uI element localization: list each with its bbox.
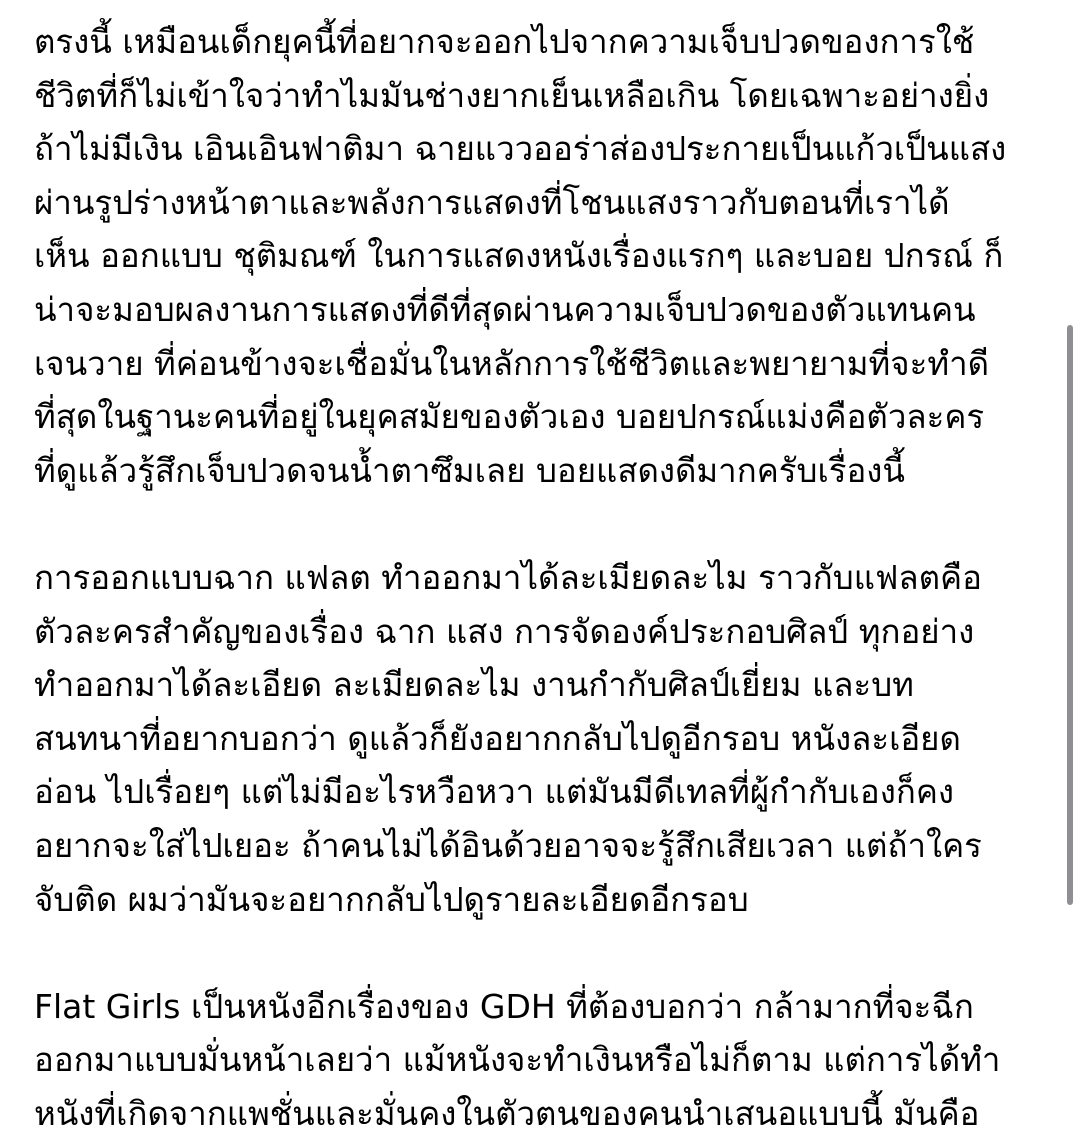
text-line: เห็น ออกแบบ ชุติมณฑ์ ในการแสดงหนังเรื่องแรกๆ และบอย ปกรณ์ ก็ bbox=[34, 236, 1004, 276]
text-line: ออกมาแบบมั่นหน้าเลยว่า แม้หนังจะทำเงินหรือไม่ก็ตาม แต่การได้ทำ bbox=[34, 1040, 1001, 1080]
paragraph-3 bbox=[34, 980, 1054, 1140]
text-line: ที่ดูแล้วรู้สึกเจ็บปวดจนน้ำตาซึมเลย บอยแสดงดีมากครับเรื่องนี้ bbox=[34, 450, 905, 490]
text-line: อยากจะใส่ไปเยอะ ถ้าคนไม่ได้อินด้วยอาจจะรู้สึกเสียเวลา แต่ถ้าใคร bbox=[34, 825, 982, 865]
vertical-scrollbar[interactable] bbox=[1067, 325, 1073, 905]
text-line: ผ่านรูปร่างหน้าตาและพลังการแสดงที่โชนแสงราวกับตอนที่เราได้ bbox=[34, 182, 950, 222]
text-line: Flat Girls เป็นหนังอีกเรื่องของ GDH ที่ต้องบอกว่า กล้ามากที่จะฉีก bbox=[34, 986, 974, 1026]
text-line: การออกแบบฉาก แฟลต ทำออกมาได้ละเมียดละไม ราวกับแฟลตคือ bbox=[34, 557, 982, 597]
text-line: หนังที่เกิดจากแพชั่นและมั่นคงในตัวตนของคนนำเสนอแบบนี้ มันคือ bbox=[34, 1093, 980, 1133]
document-text-area bbox=[34, 15, 1054, 1140]
text-line: น่าจะมอบผลงานการแสดงที่ดีที่สุดผ่านความเจ็บปวดของตัวแทนคน bbox=[34, 289, 976, 329]
text-line: ตัวละครสำคัญของเรื่อง ฉาก แสง การจัดองค์ประกอบศิลป์ ทุกอย่าง bbox=[34, 611, 975, 651]
text-line: ตรงนี้ เหมือนเด็กยุคนี้ที่อยากจะออกไปจากความเจ็บปวดของการใช้ bbox=[34, 22, 975, 61]
text-line: ชีวิตที่ก็ไม่เข้าใจว่าทำไมมันช่างยากเย็นเหลือเกิน โดยเฉพาะอย่างยิ่ง bbox=[34, 75, 990, 115]
paragraph-2 bbox=[34, 551, 1054, 926]
text-line: จับติด ผมว่ามันจะอยากกลับไปดูรายละเอียดอีกรอบ bbox=[34, 879, 749, 919]
text-line: ถ้าไม่มีเงิน เอินเอินฟาติมา ฉายแววออร่าส่องประกายเป็นแก้วเป็นแสง bbox=[34, 129, 1007, 169]
paragraph-spacer bbox=[34, 926, 1054, 980]
text-line: ทำออกมาได้ละเอียด ละเมียดละไม งานกำกับศิลป์เยี่ยม และบท bbox=[34, 665, 914, 705]
text-line: อ่อน ไปเรื่อยๆ แต่ไม่มีอะไรหวือหวา แต่มันมีดีเทลที่ผู้กำกับเองก็คง bbox=[34, 772, 955, 812]
paragraph-spacer bbox=[34, 497, 1054, 551]
paragraph-1 bbox=[34, 15, 1054, 497]
text-line: สนทนาที่อยากบอกว่า ดูแล้วก็ยังอยากกลับไปดูอีกรอบ หนังละเอียด bbox=[34, 718, 961, 758]
text-line: เจนวาย ที่ค่อนข้างจะเชื่อมั่นในหลักการใช้ชีวิตและพยายามที่จะทำดี bbox=[34, 343, 990, 383]
text-line: ที่สุดในฐานะคนที่อยู่ในยุคสมัยของตัวเอง บอยปกรณ์แม่งคือตัวละคร bbox=[34, 397, 985, 437]
